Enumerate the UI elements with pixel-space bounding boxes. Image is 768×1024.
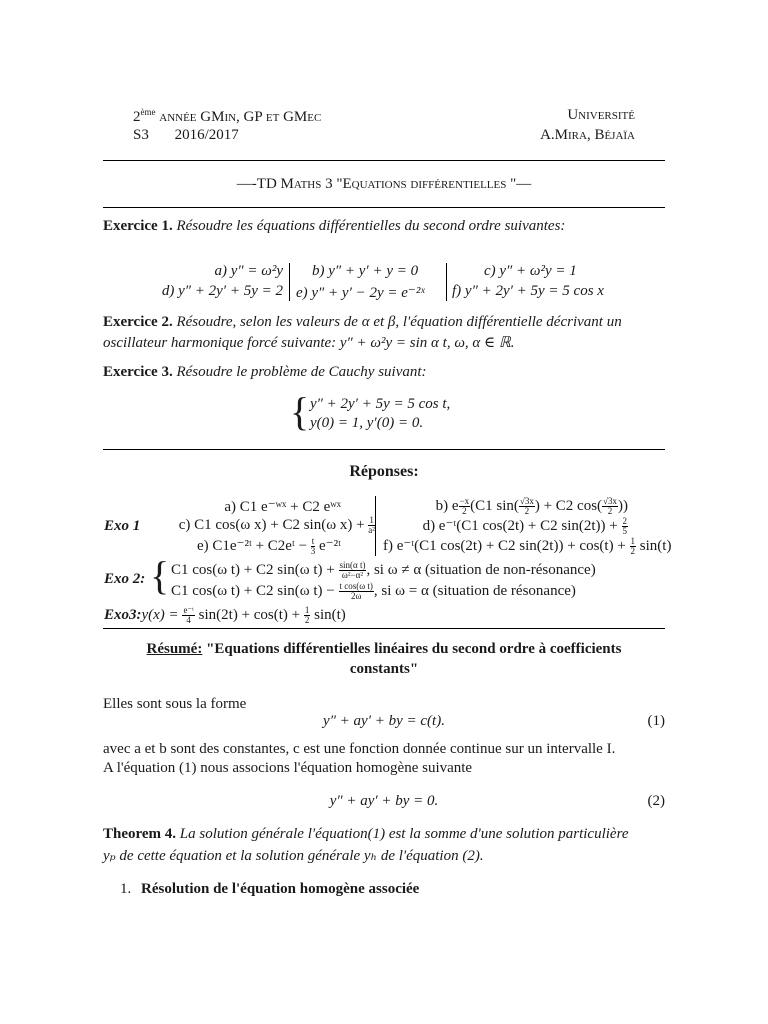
- system-equation-1: y″ + 2y′ + 5y = 5 cos t,: [310, 396, 451, 412]
- equation-1-number: (1): [647, 713, 665, 729]
- exercise-label: Exercice 1.: [103, 218, 173, 234]
- numerator: sin(α t): [339, 560, 366, 570]
- equation-2-number: (2): [647, 793, 665, 809]
- fraction: [630, 537, 637, 556]
- exo3-mid: sin(2t) + cos(t) +: [198, 606, 301, 623]
- equation-f: f) y″ + 2y′ + 5y = 5 cos x: [452, 283, 604, 299]
- exercise-3-heading: [103, 364, 427, 381]
- exercise-1-heading: [103, 218, 565, 235]
- exo2-line1-condition: , si ω ≠ α (situation de non-résonance): [366, 561, 596, 578]
- answer-a: a) C1 e⁻ʷˣ + C2 eʷˣ: [224, 499, 341, 515]
- theorem: [103, 826, 629, 843]
- answer-b: [436, 497, 628, 516]
- exo2-line2-condition: , si ω = α (situation de résonance): [373, 582, 576, 599]
- numerator: √3x: [519, 496, 534, 506]
- item-number: 1.: [120, 881, 132, 897]
- denominator: 5: [622, 526, 627, 537]
- item-text: Résolution de l'équation homogène associée: [141, 881, 420, 897]
- university-location: A.Mira, Béjaïa: [540, 127, 635, 143]
- answer-c: [179, 516, 375, 535]
- header-semester: [133, 127, 239, 144]
- answer-f: [383, 536, 671, 556]
- exo3-lhs: y(x) =: [141, 606, 179, 623]
- denominator: ω²−α²: [341, 570, 364, 580]
- answer-e-text: e) C1e⁻²ᵗ + C2eᵗ −: [196, 538, 308, 554]
- equation-1: y″ + ay′ + by = c(t).: [323, 713, 445, 729]
- answer-b-mid: (C1 sin(: [470, 497, 519, 514]
- column-divider: [289, 263, 290, 301]
- header-course: [133, 107, 321, 126]
- column-divider: [375, 496, 376, 556]
- column-divider: [446, 263, 447, 301]
- fraction: [304, 606, 311, 625]
- resume-title-line2: constants": [349, 661, 419, 677]
- divider: [103, 449, 665, 450]
- denominator: 2: [462, 506, 467, 516]
- course-name: année GMin, GP et GMec: [159, 109, 322, 125]
- equation-e: e) y″ + y′ − 2y = e⁻²ˣ: [296, 285, 425, 301]
- denominator: 2: [304, 615, 310, 625]
- exo3-answer: [104, 606, 346, 625]
- numerator: 1: [369, 515, 374, 525]
- year-number: 2: [133, 109, 141, 125]
- denominator: 2: [524, 506, 530, 516]
- exo2-line1: [171, 561, 596, 580]
- exo2-line2: [171, 582, 576, 601]
- numbered-item: [120, 881, 419, 898]
- fraction: [339, 582, 374, 601]
- fraction: [519, 497, 535, 516]
- equation-a: a) y″ = ω²y: [214, 263, 283, 279]
- equation-2: y″ + ay′ + by = 0.: [329, 793, 439, 809]
- numerator: 2: [622, 516, 627, 527]
- numerator: 1: [304, 605, 310, 615]
- answer-f-text: f) e⁻ᵗ(C1 cos(2t) + C2 sin(2t)) + cos(t) +: [383, 538, 626, 554]
- exo2-line2-text: C1 cos(ω t) + C2 sin(ω t) −: [171, 582, 335, 599]
- system-equation-2: y(0) = 1, y′(0) = 0.: [310, 415, 424, 431]
- fraction: [459, 497, 471, 516]
- fraction: [368, 516, 375, 535]
- theorem-text: La solution générale l'équation(1) est la somme d'une solution particulière: [179, 826, 629, 842]
- exo1-label: Exo 1: [104, 518, 141, 534]
- exercise-label: Exercice 3.: [103, 364, 173, 380]
- numerator: e⁻ᵗ: [183, 605, 194, 615]
- resume-paragraph: avec a et b sont des constantes, c est une fonction donnée continue sur un intervalle I.: [103, 741, 616, 757]
- answers-title: Réponses:: [349, 463, 419, 480]
- fraction: [339, 561, 367, 580]
- answer-b-end: )): [618, 497, 628, 514]
- divider: [103, 207, 665, 208]
- resume-label: Résumé:: [146, 641, 203, 657]
- semester: S3: [133, 127, 149, 143]
- resume-title: "Equations différentielles linéaires du second ordre à coefficients: [206, 641, 622, 657]
- exo2-label: Exo 2:: [104, 571, 146, 587]
- university: Université: [567, 107, 635, 123]
- fraction: [182, 606, 194, 625]
- exercise-label: Exercice 2.: [103, 314, 173, 330]
- exo3-end: sin(t): [314, 606, 346, 623]
- divider: [103, 628, 665, 629]
- numerator: √3x: [603, 496, 617, 506]
- fraction: [622, 517, 629, 536]
- theorem-text-cont: yₚ de cette équation et la solution générale yₕ de l'équation (2).: [103, 848, 484, 864]
- exercise-text: Résoudre, selon les valeurs de α et β, l'équation différentielle décrivant un: [176, 314, 622, 330]
- exo3-label: Exo3:: [104, 606, 142, 623]
- denominator: 4: [186, 615, 191, 625]
- answer-b-text: b) e: [435, 497, 459, 514]
- exercise-text: Résoudre les équations différentielles du second ordre suivantes:: [176, 218, 566, 234]
- equation-c: c) y″ + ω²y = 1: [484, 263, 577, 279]
- fraction: [311, 537, 316, 556]
- resume-title-line1: [0, 641, 768, 658]
- denominator: 2: [607, 506, 613, 516]
- answer-f-end: sin(t): [639, 538, 672, 554]
- answer-b-mid2: ) + C2 cos(: [534, 497, 603, 514]
- denominator: 2ω: [350, 591, 362, 601]
- answer-e: [197, 536, 341, 556]
- answer-c-text: c) C1 cos(ω x) + C2 sin(ω x) +: [178, 516, 365, 533]
- answer-d: [423, 516, 628, 536]
- exercise-2-heading: [103, 314, 622, 331]
- fraction: [602, 497, 618, 516]
- denominator: 2: [630, 546, 636, 557]
- numerator: t: [311, 536, 315, 547]
- year-suffix: ème: [140, 107, 156, 117]
- numerator: t cos(ω t): [339, 581, 373, 591]
- answer-d-text: d) e⁻ᵗ(C1 cos(2t) + C2 sin(2t)) +: [422, 518, 618, 534]
- resume-paragraph: Elles sont sous la forme: [103, 696, 247, 712]
- numerator: 1: [630, 536, 636, 547]
- exo2-line1-text: C1 cos(ω t) + C2 sin(ω t) +: [171, 561, 335, 578]
- resume-paragraph: A l'équation (1) nous associons l'équation homogène suivante: [103, 760, 473, 776]
- equation-b: b) y″ + y′ + y = 0: [312, 263, 419, 279]
- denominator: a²: [368, 525, 375, 535]
- academic-year: 2016/2017: [174, 127, 239, 143]
- exercise-text: Résoudre le problème de Cauchy suivant:: [176, 364, 427, 380]
- denominator: 3: [310, 546, 316, 557]
- numerator: −x: [459, 496, 470, 506]
- system-brace: {: [150, 553, 170, 598]
- theorem-label: Theorem 4.: [103, 826, 177, 842]
- exercise-text-cont: oscillateur harmonique forcé suivante: y″ + ω²y = sin α t, ω, α ∈ ℝ.: [103, 335, 515, 351]
- equation-d: d) y″ + 2y′ + 5y = 2: [161, 283, 283, 299]
- page-title: —-TD Maths 3 "Equations différentielles "—: [236, 176, 532, 192]
- divider: [103, 160, 665, 161]
- system-brace: {: [290, 389, 310, 434]
- answer-e-end: e⁻²ᵗ: [319, 538, 341, 554]
